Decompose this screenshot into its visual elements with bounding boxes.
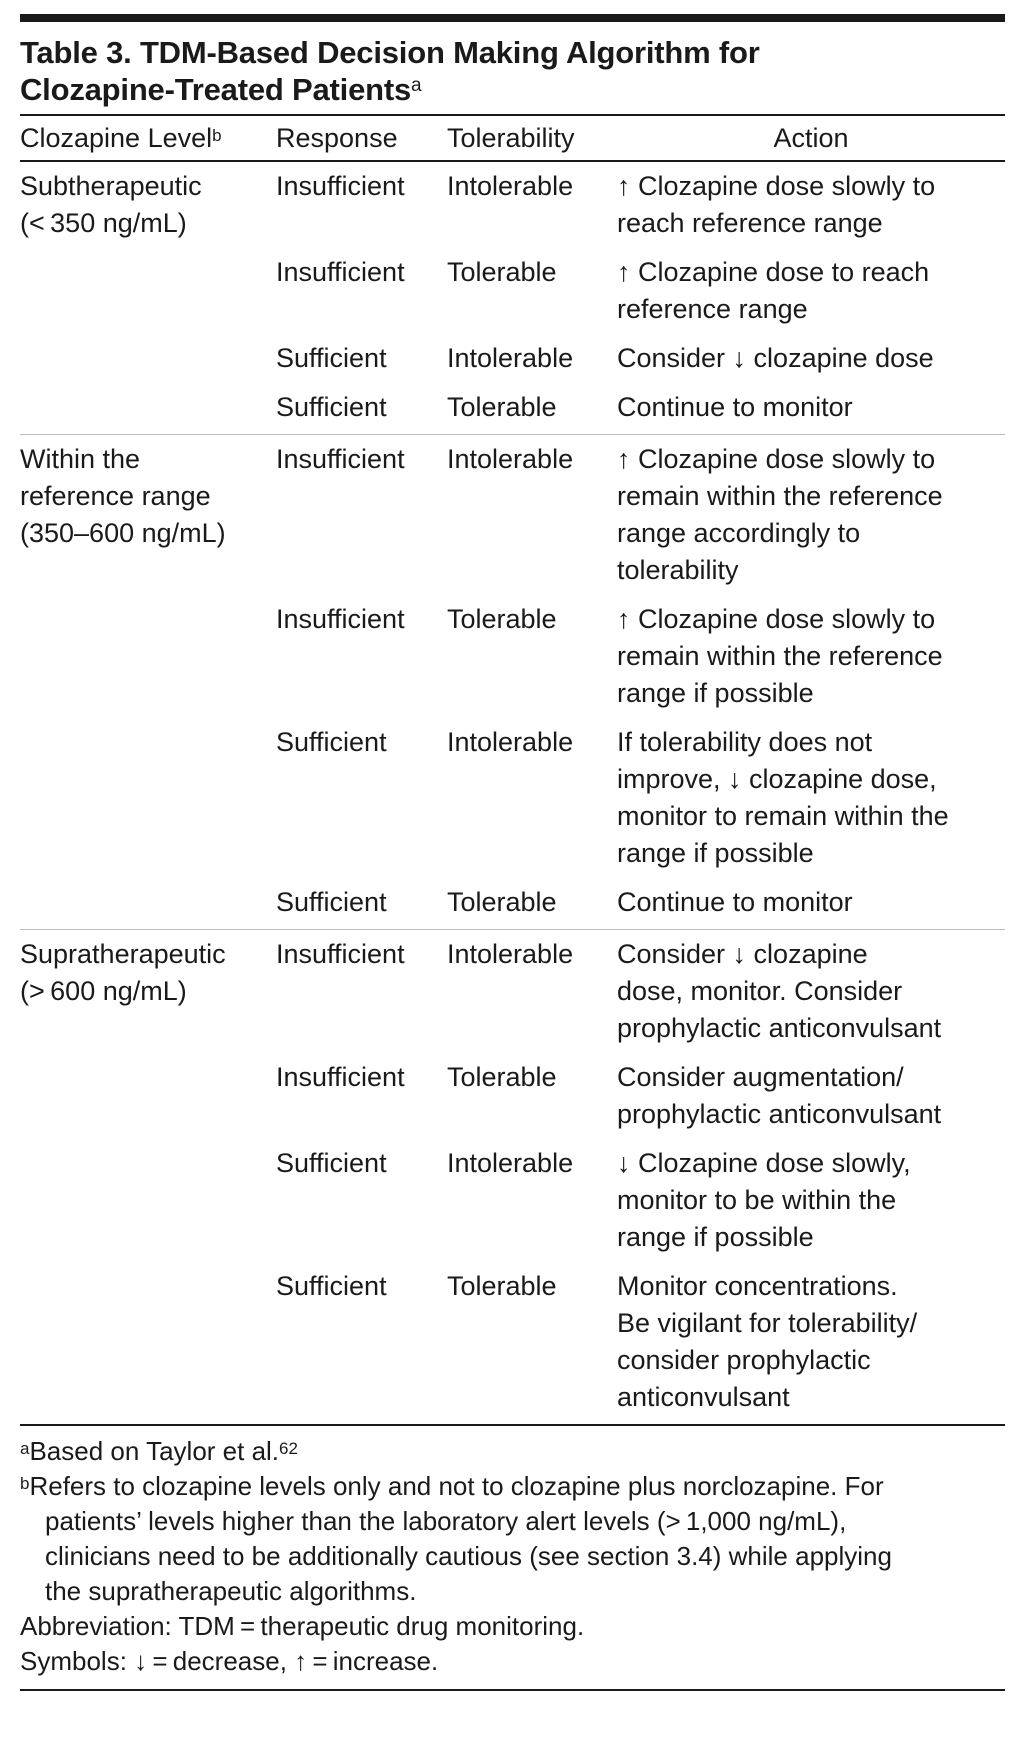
title-line-2-text: Clozapine-Treated Patients [20, 72, 412, 107]
action-line: prophylactic anticonvulsant [617, 1013, 942, 1043]
cell-level [20, 1059, 276, 1145]
algorithm-table [20, 116, 1005, 1424]
cell-tolerability: Intolerable [447, 343, 574, 373]
cell-tolerability: Tolerable [447, 257, 557, 287]
symbols-note: Symbols: ↓ = decrease, ↑ = increase. [20, 1646, 439, 1676]
cell-level [20, 254, 276, 340]
cell-response: Insufficient [276, 444, 405, 474]
action-line: ↑ Clozapine dose slowly to [617, 444, 936, 474]
title-line-2 [20, 71, 1005, 108]
action-line: Continue to monitor [617, 392, 853, 422]
cell-action [617, 601, 1005, 724]
action-line: anticonvulsant [617, 1382, 790, 1412]
cell-response: Sufficient [276, 343, 387, 373]
table-row [20, 884, 1005, 929]
cell-tolerability: Tolerable [447, 1271, 557, 1301]
bottom-rule [20, 1689, 1005, 1691]
cell-tolerability: Tolerable [447, 887, 557, 917]
cell-response: Sufficient [276, 392, 387, 422]
header-level-mark: b [212, 126, 222, 145]
action-line: remain within the reference [617, 481, 943, 511]
header-action: Action [773, 123, 849, 153]
cell-response: Insufficient [276, 257, 405, 287]
cell-level [20, 1145, 276, 1268]
action-line: Consider ↓ clozapine [617, 939, 868, 969]
table-row [20, 1059, 1005, 1145]
table-figure [20, 14, 1005, 1691]
cell-tolerability: Intolerable [447, 727, 574, 757]
cell-action [617, 724, 1005, 884]
action-line: reach reference range [617, 208, 883, 238]
action-line: ↑ Clozapine dose slowly to [617, 171, 936, 201]
cell-level [20, 601, 276, 724]
level-line: Within the [20, 444, 141, 474]
cell-level [20, 724, 276, 884]
action-line: Consider ↓ clozapine dose [617, 343, 934, 373]
action-line: improve, ↓ clozapine dose, [617, 764, 937, 794]
action-line: Monitor concentrations. [617, 1271, 898, 1301]
cell-response: Sufficient [276, 727, 387, 757]
abbreviation-note: Abbreviation: TDM = therapeutic drug monitoring. [20, 1611, 585, 1641]
cell-level [20, 1268, 276, 1424]
table-row [20, 1145, 1005, 1268]
action-line: monitor to be within the [617, 1185, 897, 1215]
header-tolerability: Tolerability [447, 123, 575, 153]
table-body [20, 162, 1005, 1424]
cell-action [617, 389, 1005, 434]
cell-action [617, 1059, 1005, 1145]
header-response: Response [276, 123, 398, 153]
cell-action [617, 1145, 1005, 1268]
action-line: reference range [617, 294, 808, 324]
cell-action [617, 340, 1005, 389]
level-line: Subtherapeutic [20, 171, 202, 201]
level-line: (< 350 ng/mL) [20, 208, 187, 238]
cell-level [20, 340, 276, 389]
cell-tolerability: Tolerable [447, 1062, 557, 1092]
action-line: range if possible [617, 1222, 814, 1252]
footnote-a-ref: 62 [279, 1439, 298, 1458]
table-row [20, 724, 1005, 884]
table-bottom-rule [20, 1424, 1005, 1426]
header-level-text: Clozapine Level [20, 123, 213, 153]
action-line: range if possible [617, 838, 814, 868]
action-line: range if possible [617, 678, 814, 708]
title-footnote-mark: a [411, 75, 422, 96]
header-level [20, 116, 276, 160]
level-line: (> 600 ng/mL) [20, 976, 187, 1006]
action-line: tolerability [617, 555, 739, 585]
cell-tolerability: Intolerable [447, 939, 574, 969]
footnote-b [20, 1469, 1005, 1609]
action-line: Continue to monitor [617, 887, 853, 917]
action-line: dose, monitor. Consider [617, 976, 903, 1006]
action-line: monitor to remain within the [617, 801, 949, 831]
top-rule [20, 14, 1005, 22]
cell-response: Insufficient [276, 604, 405, 634]
cell-level [20, 389, 276, 434]
cell-tolerability: Intolerable [447, 444, 574, 474]
table-row [20, 435, 1005, 601]
action-line: prophylactic anticonvulsant [617, 1099, 942, 1129]
cell-action [617, 884, 1005, 929]
action-line: If tolerability does not [617, 727, 873, 757]
action-line: remain within the reference [617, 641, 943, 671]
table-row [20, 930, 1005, 1059]
cell-level [20, 930, 276, 1059]
cell-action [617, 435, 1005, 601]
footnote-b-line-4: the supratherapeutic algorithms. [45, 1576, 417, 1606]
table-row [20, 1268, 1005, 1424]
table-row [20, 162, 1005, 254]
table-row [20, 340, 1005, 389]
cell-tolerability: Intolerable [447, 1148, 574, 1178]
cell-response: Insufficient [276, 1062, 405, 1092]
table-row [20, 254, 1005, 340]
action-line: Be vigilant for tolerability/ [617, 1308, 918, 1338]
footnotes [20, 1434, 1005, 1679]
cell-response: Insufficient [276, 939, 405, 969]
footnote-a-text: Based on Taylor et al. [29, 1436, 280, 1466]
footnote-b-line-1: Refers to clozapine levels only and not to clozapine plus norclozapine. For [29, 1471, 884, 1501]
header-row [20, 116, 1005, 160]
footnote-b-mark: b [20, 1474, 30, 1493]
title-line-1: Table 3. TDM-Based Decision Making Algorithm for [20, 35, 760, 70]
level-line: Supratherapeutic [20, 939, 226, 969]
cell-level [20, 435, 276, 601]
cell-action [617, 162, 1005, 254]
cell-tolerability: Tolerable [447, 604, 557, 634]
action-line: range accordingly to [617, 518, 861, 548]
cell-level [20, 884, 276, 929]
footnote-b-line-3: clinicians need to be additionally cautious (see section 3.4) while applying [45, 1541, 892, 1571]
action-line: Consider augmentation/ [617, 1062, 904, 1092]
cell-tolerability: Tolerable [447, 392, 557, 422]
footnote-a-mark: a [20, 1439, 30, 1458]
action-line: consider prophylactic [617, 1345, 871, 1375]
cell-tolerability: Intolerable [447, 171, 574, 201]
cell-response: Sufficient [276, 1271, 387, 1301]
table-row [20, 389, 1005, 434]
level-line: reference range [20, 481, 211, 511]
cell-response: Sufficient [276, 1148, 387, 1178]
footnote-b-line-2: patients’ levels higher than the laboratory alert levels (> 1,000 ng/mL), [45, 1506, 847, 1536]
action-line: ↑ Clozapine dose slowly to [617, 604, 936, 634]
cell-action [617, 930, 1005, 1059]
cell-action [617, 1268, 1005, 1424]
cell-response: Insufficient [276, 171, 405, 201]
action-line: ↓ Clozapine dose slowly, [617, 1148, 911, 1178]
action-line: ↑ Clozapine dose to reach [617, 257, 930, 287]
cell-response: Sufficient [276, 887, 387, 917]
level-line: (350–600 ng/mL) [20, 518, 226, 548]
table-title [20, 34, 1005, 108]
cell-level [20, 162, 276, 254]
table-row [20, 601, 1005, 724]
footnote-a [20, 1434, 1005, 1469]
cell-action [617, 254, 1005, 340]
